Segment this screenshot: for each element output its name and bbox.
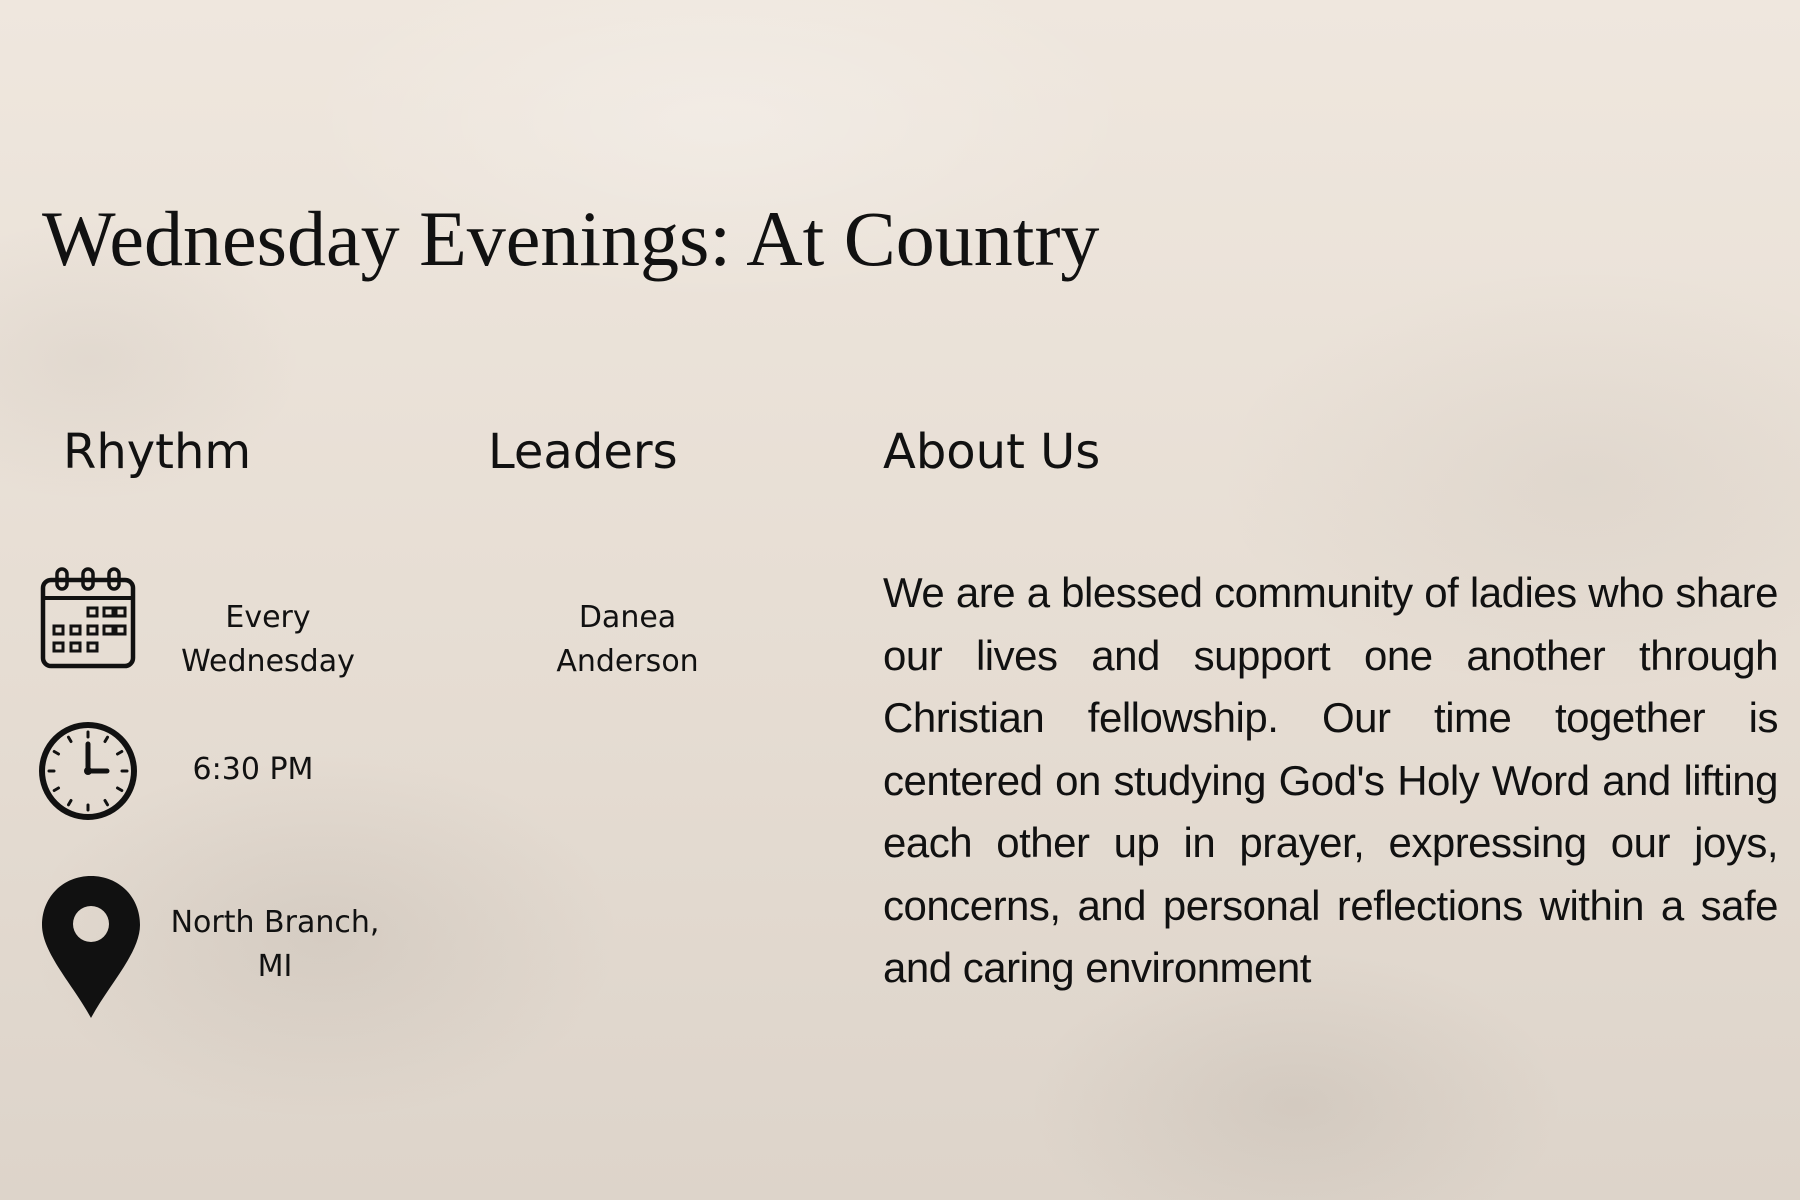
- leader-name: [520, 596, 735, 684]
- clock-icon: [37, 720, 139, 822]
- calendar-icon: [40, 566, 136, 670]
- rhythm-time: [163, 748, 343, 792]
- rhythm-time-text: 6:30 PM: [192, 752, 314, 787]
- rhythm-heading: Rhythm: [63, 424, 252, 480]
- rhythm-day-line2: Wednesday: [181, 644, 355, 679]
- rhythm-location: [150, 901, 400, 989]
- leaders-heading: Leaders: [488, 424, 678, 480]
- page-title: Wednesday Evenings: At Country: [42, 195, 1100, 282]
- rhythm-day: [163, 596, 373, 684]
- about-heading: About Us: [883, 424, 1101, 480]
- rhythm-day-line1: Every: [225, 600, 311, 635]
- leader-name-line1: Danea: [578, 600, 677, 635]
- location-pin-icon: [40, 874, 142, 1020]
- rhythm-location-line1: North Branch,: [170, 905, 380, 940]
- rhythm-location-line2: MI: [257, 949, 293, 984]
- leader-name-line2: Anderson: [556, 644, 699, 679]
- about-paragraph: We are a blessed community of ladies who share our lives and support one another through Christian fellowship. Our time together is centered on studying God's Holy Word and lifting each other up in prayer, expressing our joys, concerns, and personal reflections within a safe and caring environment: [883, 569, 1778, 991]
